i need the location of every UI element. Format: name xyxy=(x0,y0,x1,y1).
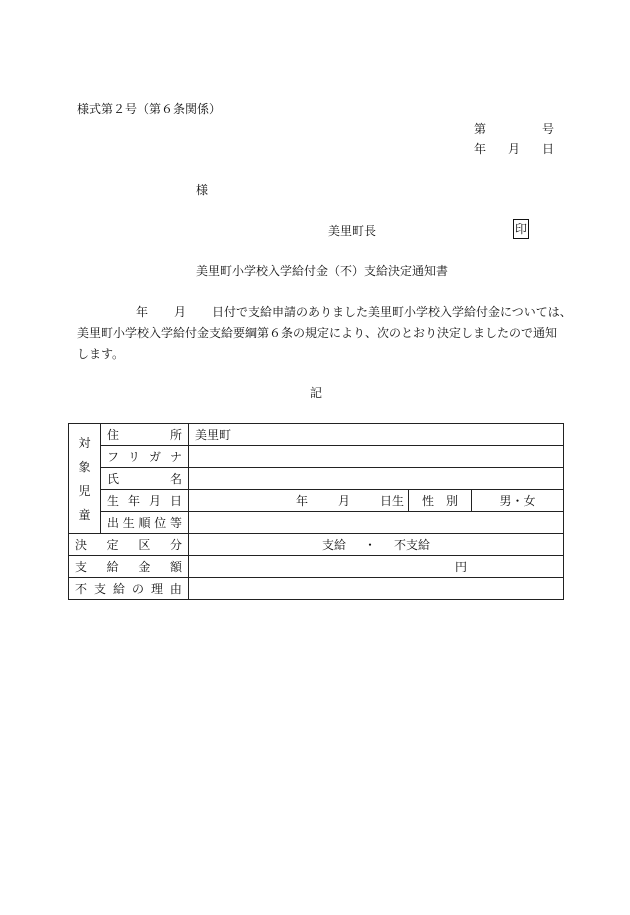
group-char: 象 xyxy=(78,459,91,474)
decision-label xyxy=(69,534,189,556)
label-char: 給 xyxy=(106,560,119,574)
group-char: 対 xyxy=(78,435,91,450)
label-char: リ xyxy=(127,450,140,464)
decision-field[interactable] xyxy=(189,534,564,556)
label-char: 分 xyxy=(169,538,182,552)
amount-field[interactable] xyxy=(189,556,564,578)
label-char: フ xyxy=(107,450,120,464)
birthdate-label xyxy=(101,490,189,512)
label-char: 出 xyxy=(107,516,120,530)
label-char: 等 xyxy=(169,516,182,530)
birth-order-label xyxy=(101,512,189,534)
label-char: の xyxy=(131,582,144,596)
label-char: ナ xyxy=(169,450,182,464)
ki-heading: 記 xyxy=(310,386,323,400)
table-row xyxy=(69,424,564,446)
sex-label xyxy=(409,490,472,511)
birth-month: 月 xyxy=(337,494,350,508)
label-char: 氏 xyxy=(107,472,120,486)
label-char: 月 xyxy=(148,494,161,508)
table-row xyxy=(69,578,564,600)
birthdate-field[interactable] xyxy=(189,490,409,511)
birth-order-field[interactable] xyxy=(189,512,564,534)
label-char: 別 xyxy=(446,494,459,508)
table-row xyxy=(69,534,564,556)
birthdate-sex-cell xyxy=(189,490,564,512)
document-number-prefix: 第 xyxy=(474,122,487,136)
label-char: 位 xyxy=(154,516,167,530)
body-year: 年 xyxy=(136,305,149,319)
table-row xyxy=(69,468,564,490)
label-char: 支 xyxy=(75,560,88,574)
notice-body xyxy=(77,302,572,365)
document-number-suffix: 号 xyxy=(541,122,554,136)
label-char: 年 xyxy=(127,494,140,508)
document-title: 美里町小学校入学給付金（不）支給決定通知書 xyxy=(196,264,449,278)
notice-body-line-1 xyxy=(77,302,572,323)
notice-body-line-3: します。 xyxy=(77,347,125,361)
issue-date-day: 日 xyxy=(541,142,554,156)
furigana-field[interactable] xyxy=(189,446,564,468)
birth-year: 年 xyxy=(295,494,308,508)
label-char: 生 xyxy=(122,516,135,530)
issue-date-line xyxy=(474,143,554,155)
table-row xyxy=(69,490,564,512)
decision-option-deny[interactable]: 不支給 xyxy=(394,538,431,552)
target-child-group-label xyxy=(69,424,101,534)
label-char: 不 xyxy=(75,582,88,596)
label-char: 給 xyxy=(112,582,125,596)
table-row xyxy=(69,512,564,534)
document-number-line xyxy=(474,123,554,135)
form-number: 様式第２号（第６条関係） xyxy=(77,102,222,116)
sex-field[interactable]: 男・女 xyxy=(499,494,536,508)
label-char: 定 xyxy=(106,538,119,552)
addressee-suffix: 様 xyxy=(196,183,209,197)
issue-date-year: 年 xyxy=(474,142,487,156)
body-line1-rest: 日付で支給申請のありました美里町小学校入学給付金については、 xyxy=(212,305,572,319)
notice-body-line-2: 美里町小学校入学給付金支給要綱第６条の規定により、次のとおり決定しましたので通知 xyxy=(77,326,558,340)
amount-unit: 円 xyxy=(454,560,467,574)
label-char: 生 xyxy=(107,494,120,508)
amount-label xyxy=(69,556,189,578)
group-char: 童 xyxy=(78,507,91,522)
name-field[interactable] xyxy=(189,468,564,490)
label-char: 性 xyxy=(421,494,434,508)
reason-label xyxy=(69,578,189,600)
label-char: 区 xyxy=(138,538,151,552)
label-char: 理 xyxy=(150,582,163,596)
table-row xyxy=(69,556,564,578)
name-label xyxy=(101,468,189,490)
label-char: 住 xyxy=(107,428,120,442)
issue-date-month: 月 xyxy=(507,142,520,156)
address-label xyxy=(101,424,189,446)
issuer-name: 美里町長 xyxy=(328,224,377,238)
label-char: 名 xyxy=(169,472,182,486)
label-char: 支 xyxy=(93,582,106,596)
decision-table xyxy=(68,423,564,600)
decision-separator: ・ xyxy=(363,538,376,552)
decision-option-grant[interactable]: 支給 xyxy=(321,538,346,552)
address-field[interactable]: 美里町 xyxy=(189,424,564,446)
seal-mark: 印 xyxy=(513,219,529,239)
label-char: 順 xyxy=(138,516,151,530)
reason-field[interactable] xyxy=(189,578,564,600)
label-char: 日 xyxy=(169,494,182,508)
body-month: 月 xyxy=(174,305,187,319)
label-char: 金 xyxy=(138,560,151,574)
label-char: 所 xyxy=(169,428,182,442)
group-char: 児 xyxy=(78,483,91,498)
table-row xyxy=(69,446,564,468)
label-char: 決 xyxy=(75,538,88,552)
furigana-label xyxy=(101,446,189,468)
label-char: ガ xyxy=(148,450,161,464)
label-char: 由 xyxy=(169,582,182,596)
label-char: 額 xyxy=(169,560,182,574)
birth-day: 日生 xyxy=(379,494,404,508)
